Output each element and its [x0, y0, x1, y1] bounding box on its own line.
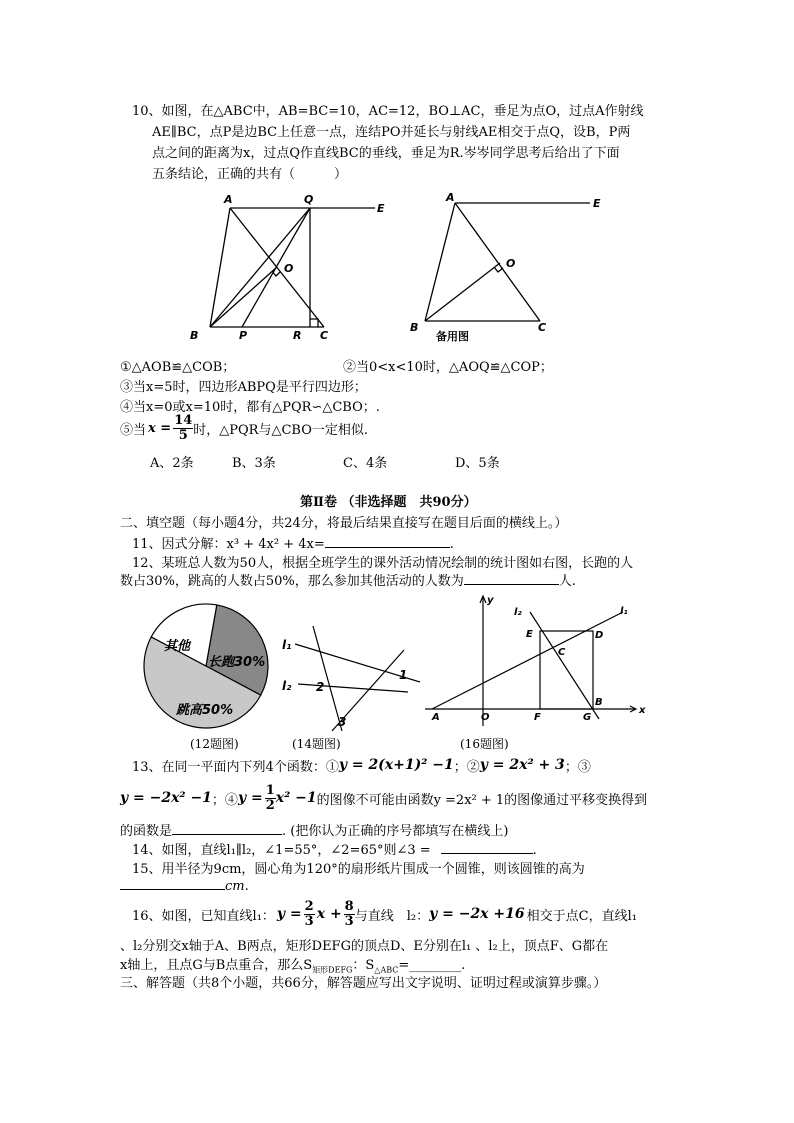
q13-f4-post: x² −1	[275, 790, 317, 806]
q13-function-1: y = 2(x+1)² −1	[338, 757, 454, 773]
spare-figure-caption: 备用图	[436, 330, 469, 343]
q13-mid-2: ；③	[564, 759, 591, 775]
fig16-label-e: E	[526, 629, 533, 640]
q16-line3-sub2: △ABC	[374, 965, 399, 975]
q10-conclusion-3: ③当x=5时，四边形ABPQ是平行四边形；	[120, 380, 367, 395]
q13-tail: 的图像不可能由函数y =2x² + 1的图像通过平移变换得到	[316, 792, 648, 808]
q16-f1-frac-1	[304, 900, 315, 929]
fig16-label-l1: l₁	[620, 606, 628, 617]
q13-line-3	[120, 820, 508, 839]
q13-line-2	[120, 780, 647, 816]
label-e-2: E	[593, 197, 601, 210]
fig16-label-o: O	[481, 712, 490, 723]
label-a-2: A	[446, 191, 455, 204]
c5-pre: ⑤当	[120, 422, 147, 438]
q11-answer-blank[interactable]	[325, 535, 450, 548]
label-r: R	[293, 329, 302, 342]
q10-conclusion-2: ②当0<x<10时，△AOQ≌△COP；	[343, 360, 553, 375]
q10-line-3: 点之间的距离为x，过点Q作直线BC的垂线，垂足为R.岑岑同学思考后给出了下面	[152, 146, 620, 161]
fig14-label-l1: l₁	[282, 638, 292, 652]
q13-function-2: y = 2x² + 3	[479, 757, 565, 773]
fig16-caption: (16题图)	[460, 737, 509, 751]
q10-line-2: AE∥BC，点P是边BC上任意一点，连结PO并延长与射线AE相交于点Q，设B，P两	[152, 125, 631, 140]
q10-option-b: B、3条	[232, 456, 276, 471]
q15-line-2	[120, 877, 249, 894]
pie-chart	[140, 600, 280, 730]
q13-mid-1: ；②	[453, 759, 480, 775]
q14	[132, 839, 537, 858]
q10-conclusion-1: ①△AOB≌△COB；	[120, 360, 236, 375]
label-p: P	[239, 329, 248, 342]
fig16-label-d: D	[595, 630, 604, 641]
label-o-2: O	[506, 257, 516, 270]
q16-mid: 与直线 l₂：	[354, 908, 430, 924]
fig16-label-x: x	[639, 705, 646, 716]
c5-var: x =	[148, 420, 172, 436]
segment-bo	[210, 267, 277, 327]
q13-line3-pre: 的函数是	[120, 824, 173, 839]
q15-answer-blank[interactable]	[120, 877, 225, 890]
q11-end: .	[449, 537, 454, 552]
q16-f1-n2: 8	[344, 898, 354, 914]
q14-answer-blank[interactable]	[441, 841, 533, 854]
fill-in-header: 二、填空题（每小题4分，共24分，将最后结果直接写在题目后面的横线上。）	[120, 516, 568, 531]
fig16-label-l2: l₂	[514, 607, 522, 618]
q16-f2: y = −2x +16	[429, 906, 525, 922]
q10-figure-spare	[400, 188, 620, 348]
line-l2	[298, 684, 408, 692]
fig16-label-g: G	[583, 712, 592, 723]
q10-figure-main	[180, 188, 400, 348]
fig16-label-b: B	[595, 697, 603, 708]
fig16-label-a: A	[432, 712, 440, 723]
q16-f1-frac-2	[344, 900, 355, 929]
fig14-angle-1: 1	[399, 668, 408, 682]
fig14-angle-3: 3	[338, 715, 347, 729]
label-b-2: B	[410, 321, 419, 334]
c5-den: 5	[178, 427, 188, 443]
q10-conclusion-4: ④当x=0或x=10时，都有△PQR∽△CBO；.	[120, 400, 380, 415]
label-o: O	[284, 262, 294, 275]
right-angle-o	[272, 271, 280, 276]
q11	[132, 533, 454, 552]
right-angle-r	[310, 319, 318, 327]
q16-line3-post: =________.	[398, 958, 466, 973]
fig14-label-l2: l₂	[282, 679, 292, 693]
fig14-angle-2: 2	[316, 680, 325, 694]
q15-line-1: 15、用半径为9cm，圆心角为120°的扇形纸片围成一个圆锥，则该圆锥的高为	[132, 862, 585, 877]
c5-post: 时，△PQR与△CBO一定相似.	[193, 422, 369, 438]
fig16-label-y: y	[487, 595, 494, 606]
q13-answer-blank[interactable]	[172, 822, 282, 835]
fig12-caption: (12题图)	[190, 737, 239, 751]
q10-line-4: 五条结论，正确的共有（ ）	[152, 167, 348, 182]
q16-f1-d1: 3	[304, 913, 314, 929]
q14-end: .	[532, 843, 537, 858]
q13-f4-den: 2	[265, 797, 275, 813]
q16-f1-mid: x +	[316, 906, 342, 922]
q16-post: 相交于点C，直线l₁	[526, 908, 637, 924]
q16-line-2: 、l₂分别交x轴于A、B两点，矩形DEFG的顶点D、E分别在l₁ 、l₂上，顶点F、G都在	[120, 939, 609, 954]
q14-text: 14、如图，直线l₁∥l₂，∠1=55°，∠2=65°则∠3 =	[132, 843, 431, 858]
q16-line3-pre: x轴上，且点G与B点重合，那么S	[120, 958, 313, 973]
q15-unit: cm.	[225, 879, 249, 894]
q10-option-d: D、5条	[455, 456, 500, 471]
c5-num: 14	[174, 412, 193, 428]
pie-label-other: 其他	[164, 639, 191, 654]
q11-text: 11、因式分解：x³ + 4x² + 4x=	[132, 537, 325, 552]
q16-figure	[420, 592, 660, 737]
label-a: A	[224, 193, 233, 206]
q13-function-3: y = −2x² −1	[120, 790, 212, 806]
label-q: Q	[304, 193, 314, 206]
q10-option-c: C、4条	[343, 456, 388, 471]
q16-line3-mid: ：S	[352, 958, 375, 973]
label-c-2: C	[538, 321, 547, 334]
label-e: E	[377, 202, 385, 215]
q12-answer-blank[interactable]	[464, 572, 559, 585]
q16-f1-d2: 3	[344, 913, 354, 929]
label-b: B	[190, 329, 199, 342]
q16-pre: 16、如图，已知直线l₁：	[132, 908, 275, 924]
pie-label-run: 长跑30%	[208, 655, 266, 670]
q16-line3-sub: 矩形DEFG	[312, 965, 353, 975]
q13-line3-post: . (把你认为正确的序号都填写在横线上)	[282, 824, 509, 839]
pie-label-jump: 跳高50%	[176, 703, 234, 718]
segment-bo-2	[425, 263, 500, 321]
fig16-label-f: F	[534, 712, 541, 723]
q16-f1-n1: 2	[304, 898, 314, 914]
q10-line-1: 10、如图，在△ABC中，AB=BC=10，AC=12，BO⊥AC，垂足为点O，过点A作射线	[132, 104, 644, 119]
line-l1	[432, 612, 623, 709]
section-2-title: 第Ⅱ卷 （非选择题 共90分）	[300, 495, 477, 510]
label-c: C	[320, 329, 329, 342]
q13-f4-fraction	[265, 784, 276, 813]
c5-fraction	[173, 414, 193, 443]
q13-pre: 13、在同一平面内下列4个函数：①	[132, 759, 339, 775]
q12-line-1: 12、某班总人数为50人，根据全班学生的课外活动情况绘制的统计图如右图，长跑的人	[132, 556, 634, 571]
q10-option-a: A、2条	[150, 456, 194, 471]
q16-f1-pre: y =	[276, 906, 302, 922]
segment-bq	[210, 208, 310, 327]
segment-ab-2	[425, 203, 455, 321]
q12-line-2	[120, 570, 576, 589]
q12-text: 数占30%，跳高的人数占50%，那么参加其他活动的人数为	[120, 574, 464, 589]
segment-ab	[210, 208, 230, 327]
q14-figure	[280, 622, 420, 734]
q16-line-1	[132, 898, 637, 930]
segment-ac-2	[455, 203, 540, 321]
segment-qp	[242, 208, 310, 327]
q10-conclusion-5	[120, 411, 368, 445]
q13-mid-3: ；④	[211, 792, 238, 808]
section-3-header: 三、解答题（共8个小题，共66分，解答题应写出文字说明、证明过程或演算步骤。）	[120, 976, 607, 991]
fig16-label-c: C	[558, 647, 566, 658]
q13-f4-num: 1	[265, 782, 275, 798]
q13-f4-pre: y =	[237, 790, 263, 806]
q13-line-1	[132, 752, 591, 778]
q12-end: 人.	[558, 574, 576, 589]
fig14-caption: (14题图)	[292, 737, 341, 751]
